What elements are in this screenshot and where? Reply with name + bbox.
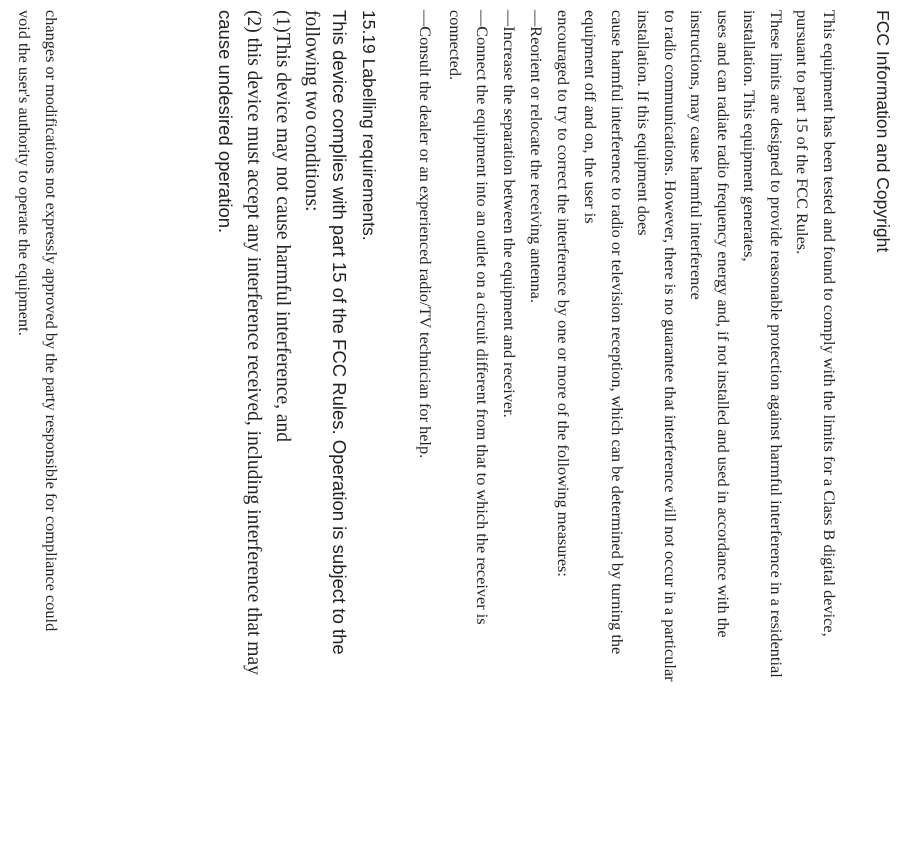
fcc-statement-line: These limits are designed to provide reasonable protection against harmful interference in a residential <box>767 10 786 678</box>
condition-item: (2) this device must accept any interference received, including interference that may <box>243 10 264 675</box>
fcc-statement-line: installation. This equipment generates, <box>740 10 759 262</box>
fcc-statement-line: This equipment has been tested and found to comply with the limits for a Class B digital device, <box>820 10 839 637</box>
measure-item: —Connect the equipment into an outlet on a circuit different from that to which the receiver is <box>473 10 492 625</box>
fcc-statement-line: installation. If this equipment does <box>634 10 653 236</box>
fcc-statement-line: instructions, may cause harmful interference <box>687 10 706 300</box>
labelling-intro-line: This device complies with part 15 of the FCC Rules. Operation is subject to the <box>329 10 350 655</box>
labelling-heading: 15.19 Labelling requirements. <box>359 10 379 241</box>
warning-line: changes or modifications not expressly approved by the party responsible for compliance could <box>42 10 61 632</box>
condition-item: (1)This device may not cause harmful interference, and <box>272 10 293 443</box>
fcc-statement-line: encouraged to try to correct the interference by one or more of the following measures: <box>554 10 573 577</box>
fcc-statement-line: equipment off and on, the user is <box>581 10 600 224</box>
fcc-statement-line: cause harmful interference to radio or television reception, which can be determined by turning the <box>608 10 627 655</box>
condition-item: cause undesired operation. <box>215 10 236 234</box>
measure-item: —Increase the separation between the equipment and receiver. <box>500 10 519 418</box>
document-title: FCC Information and Copyright <box>873 10 893 253</box>
measure-item: —Reorient or relocate the receiving antenna. <box>527 10 546 303</box>
fcc-statement-line: pursuant to part 15 of the FCC Rules. <box>793 10 812 255</box>
fcc-statement-line: to radio communications. However, there is no guarantee that interference will not occur in a particular <box>661 10 680 682</box>
fcc-statement-line: uses and can radiate radio frequency energy and, if not installed and used in accordance with the <box>714 10 733 638</box>
warning-line: void the user's authority to operate the equipment. <box>15 10 34 336</box>
measure-item: connected. <box>446 10 465 81</box>
measure-item: —Consult the dealer or an experienced radio/TV technician for help. <box>416 10 435 459</box>
labelling-intro-line: following two conditions: <box>301 10 322 212</box>
